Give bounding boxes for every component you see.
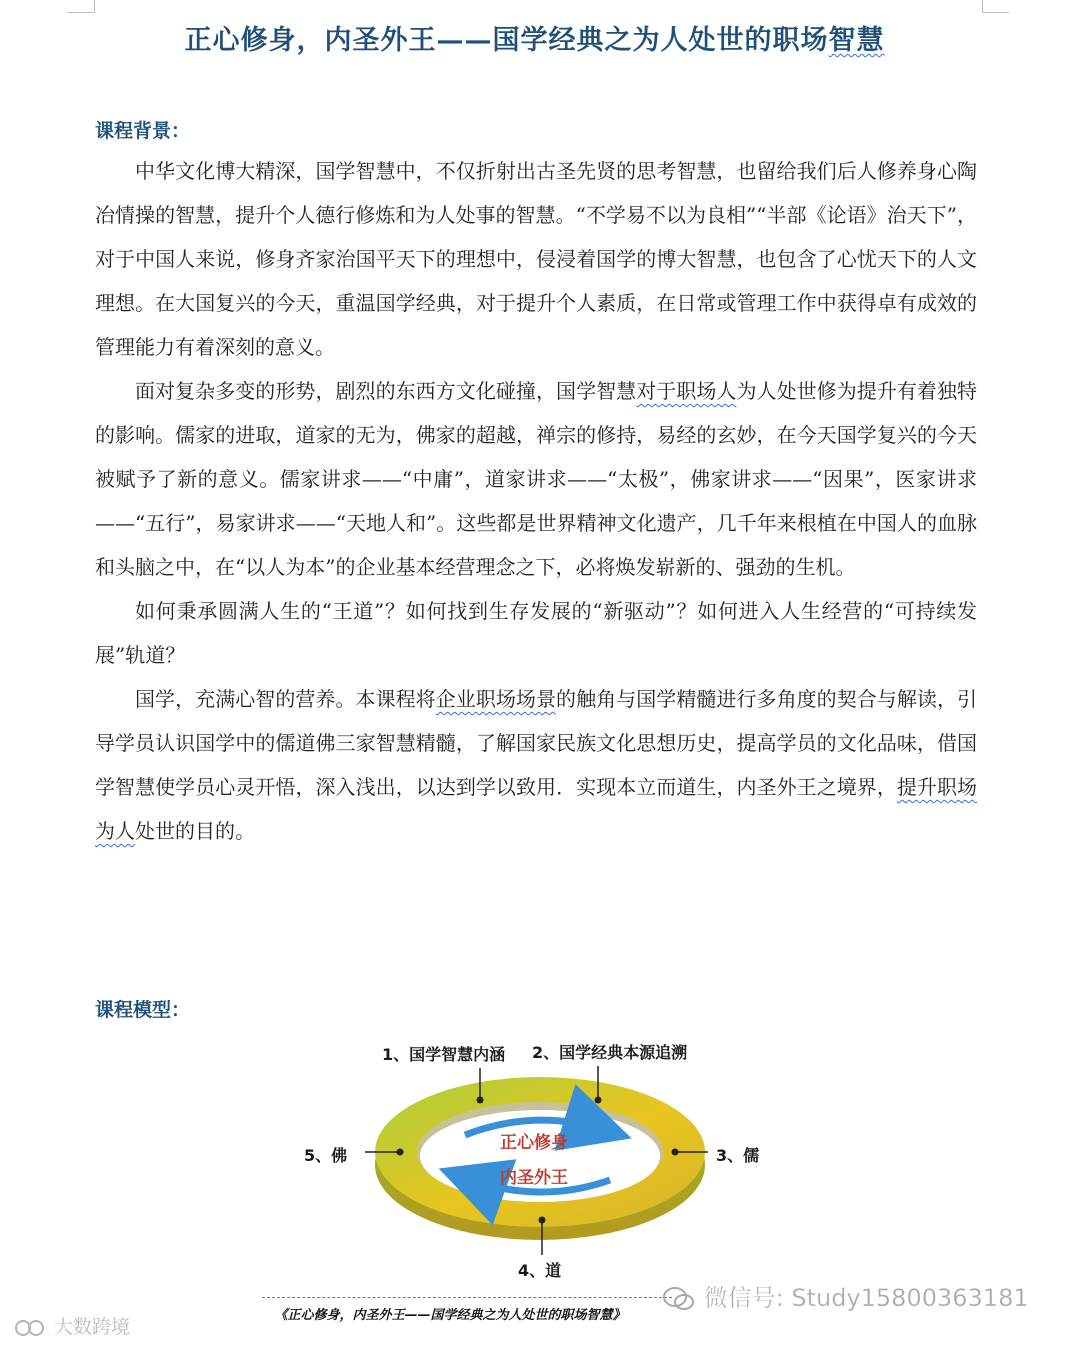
connector-dot-2 xyxy=(595,1097,602,1104)
model-heading: 课程模型： xyxy=(95,999,191,1021)
paragraph-3: 如何秉承圆满人生的“王道”？如何找到生存发展的“新驱动”？如何进入人生经营的“可持续发展”轨道？ xyxy=(95,599,977,667)
wechat-watermark-text: 微信号: Study15800363181 xyxy=(703,1284,1029,1312)
paragraph-4-text-underlined-1: 企业职场场景 xyxy=(435,687,557,711)
inner-text-bottom: 内圣外王 xyxy=(500,1168,568,1188)
paragraph-4-text-c: 的触角与国学精髓进行多角度的契合与解读，引导学员认识国学中的儒道佛三家智慧精髓，了解国家民族文化思想历史，提高学员的文化品味，借国学智慧使学员心灵开悟，深入浅出，以达到学以致用．实现本立而道生，内圣外王之境界， xyxy=(95,687,978,799)
connector-dot-4 xyxy=(539,1217,546,1224)
connector-dot-5 xyxy=(397,1149,404,1156)
paragraph-4-text-e: 处世的目的。 xyxy=(135,819,255,843)
model-label-3: 3、儒 xyxy=(716,1146,760,1165)
caption-divider xyxy=(262,1297,672,1298)
model-label-1: 1、国学智慧内涵 xyxy=(382,1045,506,1064)
brand-logo-icon xyxy=(14,1317,48,1339)
paragraph-2 xyxy=(95,369,977,589)
background-body xyxy=(95,149,977,853)
model-label-2: 2、国学经典本源追溯 xyxy=(532,1043,688,1062)
ring-inner-center xyxy=(420,1110,660,1202)
paragraph-2-text-underlined: 对于职场人 xyxy=(636,379,737,403)
model-label-4: 4、道 xyxy=(518,1261,562,1280)
course-model-diagram xyxy=(280,1030,800,1280)
background-heading: 课程背景： xyxy=(95,120,191,142)
model-label-5: 5、佛 xyxy=(304,1146,348,1165)
document-title xyxy=(0,18,1069,57)
wechat-watermark xyxy=(662,1278,1029,1313)
figure-caption: 《正心修身，内圣外王——国学经典之为人处世的职场智慧》 xyxy=(274,1308,626,1323)
inner-text-top: 正心修身 xyxy=(500,1133,568,1153)
paragraph-4-text-underlined-2: 提升职场为人 xyxy=(95,775,978,843)
brand-watermark xyxy=(14,1312,130,1339)
paragraph-4-text-a: 国学，充满心智的营养。本课程将 xyxy=(135,687,436,711)
page-corner-mark-right xyxy=(982,0,1009,13)
connector-dot-3 xyxy=(672,1149,679,1156)
brand-watermark-text: 大数跨境 xyxy=(54,1316,131,1338)
title-text: 正心修身，内圣外王——国学经典之为人处世的职场 xyxy=(184,25,829,56)
connector-dot-1 xyxy=(477,1097,484,1104)
paragraph-2-text-c: 为人处世修为提升有着独特的影响。儒家的进取，道家的无为，佛家的超越，禅宗的修持，易经的玄妙，在今天国学复兴的今天被赋予了新的意义。儒家讲求——“中庸”，道家讲求——“太极”，佛家讲求——“因果”，医家讲求——“五行”，易家讲求——“天地人和”。这些都是世界精神文化遗产，几千年来根植在中国人的血脉和头脑之中，在“以人为本”的企业基本经营理念之下，必将焕发崭新的、强劲的生机。 xyxy=(95,379,978,579)
paragraph-2-text-a: 面对复杂多变的形势，剧烈的东西方文化碰撞，国学智慧 xyxy=(135,379,637,403)
title-text-underlined: 智慧 xyxy=(828,25,885,56)
wechat-icon xyxy=(662,1286,696,1312)
page-corner-mark-left xyxy=(68,0,95,13)
paragraph-4 xyxy=(95,677,977,853)
paragraph-1: 中华文化博大精深，国学智慧中，不仅折射出古圣先贤的思考智慧，也留给我们后人修养身心陶冶情操的智慧，提升个人德行修炼和为人处事的智慧。“不学易不以为良相”“半部《论语》治天下”，对于中国人来说，修身齐家治国平天下的理想中，侵浸着国学的博大智慧，也包含了心忧天下的人文理想。在大国复兴的今天，重温国学经典，对于提升个人素质，在日常或管理工作中获得卓有成效的管理能力有着深刻的意义。 xyxy=(95,159,977,359)
